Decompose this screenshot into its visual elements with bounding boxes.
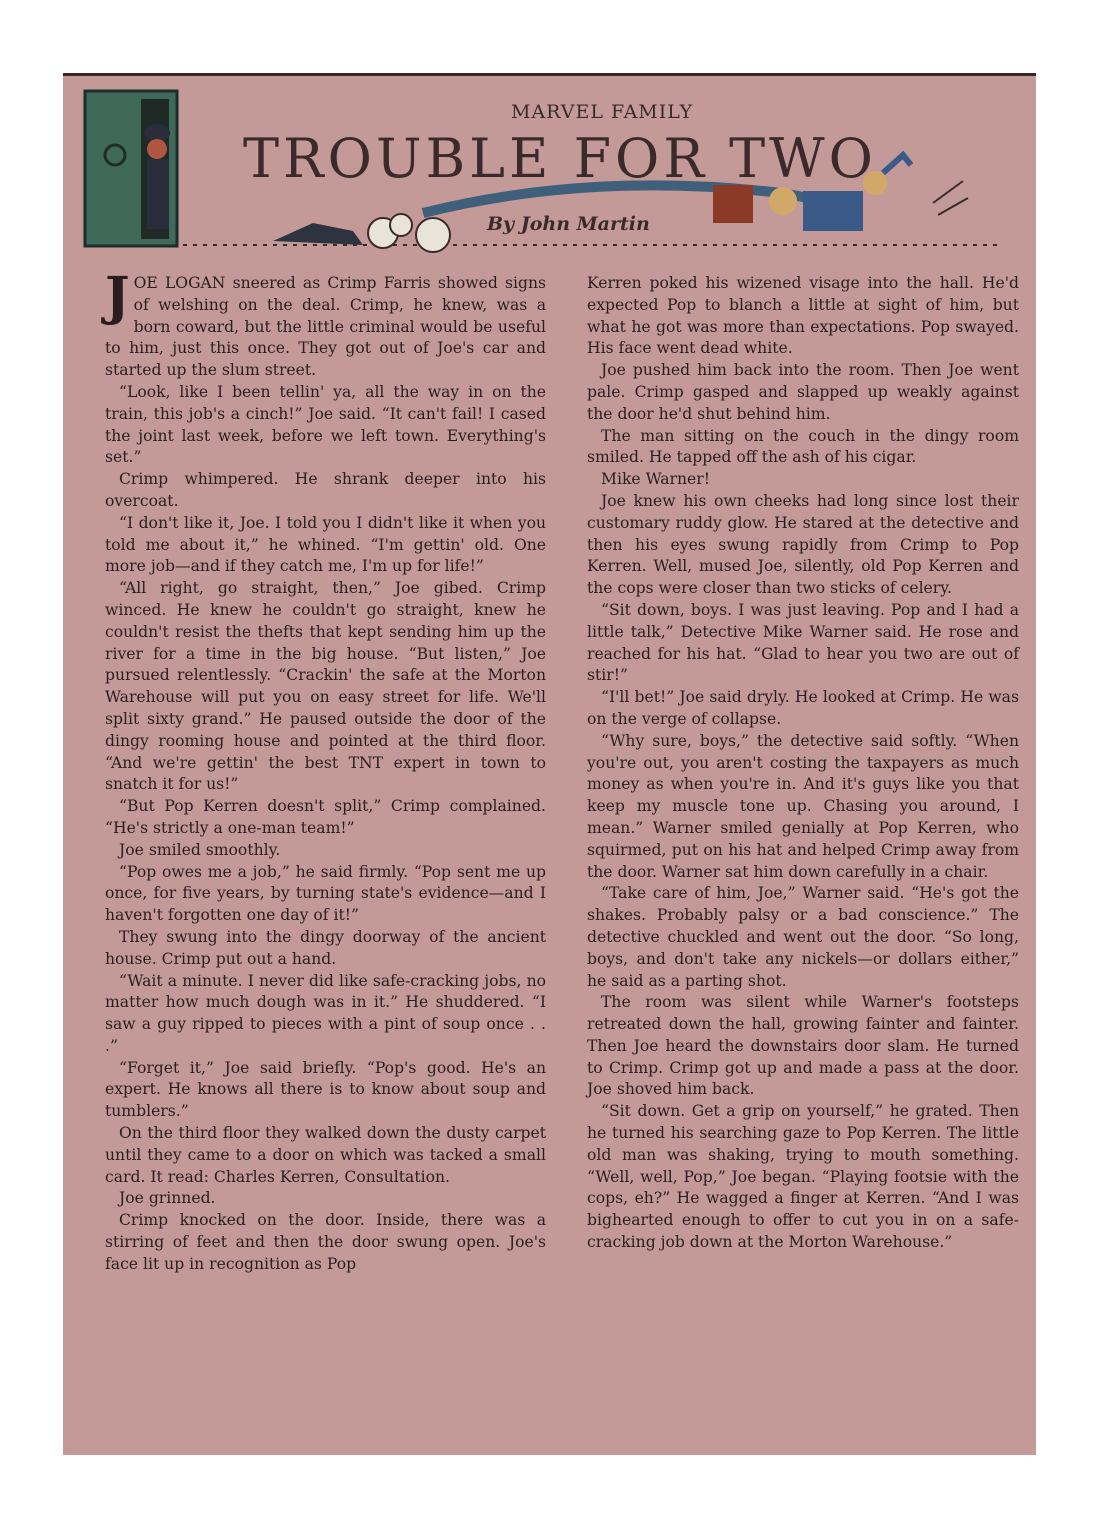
paragraph: Joe smiled smoothly. <box>119 840 281 859</box>
paragraph: JOE LOGAN sneered as Crimp Farris showed signs of welshing on the deal. Crimp, he knew, was a born coward, but the little criminal would be useful to him, just this once. They got out of Joe's car and started up the slum street. <box>105 266 546 380</box>
paragraph: “Sit down, boys. I was just leaving. Pop and I had a little talk,” Detective Mike Warner said. He rose and reached for his hat. “Glad to hear you two are out of stir!” <box>587 600 1019 685</box>
paragraph: “Wait a minute. I never did like safe-cracking jobs, no matter how much dough was in it.” He shuddered. “I saw a guy ripped to pieces with a pint of soup once . . .” <box>105 971 546 1055</box>
paragraph: “But Pop Kerren doesn't split,” Crimp complained. “He's strictly a one-man team!” <box>105 797 546 837</box>
paragraph: “I don't like it, Joe. I told you I didn't like it when you told me about it,” he whined. “I'm gettin' old. One more job—and if they catch me, I'm up for life!” <box>105 513 546 576</box>
story-header <box>63 73 1036 273</box>
paragraph: Joe knew his own cheeks had long since lost their customary ruddy glow. He stared at the detective and then his eyes swung rapidly from Crimp to Pop Kerren. Well, mused Joe, silently, old Pop Kerren and the cops were closer than two sticks of celery. <box>587 491 1019 598</box>
running-man-icon <box>713 185 753 223</box>
paragraph: Joe grinned. <box>119 1189 216 1208</box>
smoke-puff-icon <box>390 214 412 236</box>
paragraph: “Forget it,” Joe said briefly. “Pop's good. He's an expert. He knows all there is to know about soup and tumblers.” <box>105 1058 546 1121</box>
paragraph: The man sitting on the couch in the dingy room smiled. He tapped off the ash of his cigar. <box>587 426 1019 467</box>
story-title: TROUBLE FOR TWO <box>243 127 877 190</box>
paragraph: Joe pushed him back into the room. Then Joe went pale. Crimp gasped and slapped up weakly against the door he'd shut behind him. <box>587 361 1019 423</box>
cop-face-icon <box>147 139 167 159</box>
series-label: MARVEL FAMILY <box>511 101 694 123</box>
paragraph: They swung into the dingy doorway of the ancient house. Crimp put out a hand. <box>105 927 546 968</box>
right-column <box>587 273 1019 1254</box>
paragraph: Mike Warner! <box>601 470 711 489</box>
paragraph: “Sit down. Get a grip on yourself,” he grated. Then he turned his searching gaze to Pop Kerren. The little old man was shaking, trying to mouth something. “Well, well, Pop,” Joe began. “Playing footsie with the cops, eh?” He wagged a finger at Kerren. “And I was bighearted enough to offer to cut you in on a safe-cracking job down at the Morton Warehouse.” <box>587 1102 1019 1252</box>
speed-lines-icon <box>933 181 968 215</box>
cop-body-icon <box>147 159 169 229</box>
paragraph: On the third floor they walked down the dusty carpet until they came to a door on which was tacked a small card. It read: Charles Kerren, Consultation. <box>105 1124 546 1186</box>
paragraph: “I'll bet!” Joe said dryly. He looked at Crimp. He was on the verge of collapse. <box>587 688 1019 728</box>
story-page <box>63 73 1036 1455</box>
smoke-puff-icon <box>416 218 450 252</box>
debris-icon <box>273 223 363 245</box>
paragraph: “Pop owes me a job,” he said firmly. “Pop sent me up once, for five years, by turning state's evidence—and I haven't forgotten one day of it!” <box>105 862 546 925</box>
byline: By John Martin <box>487 213 650 235</box>
paragraph: “Take care of him, Joe,” Warner said. “He's got the shakes. Probably palsy or a bad conscience.” The detective chuckled and went out the door. “So long, boys, and don't take any nickels—or dollars either,” he said as a parting shot. <box>587 884 1019 990</box>
paragraph: Crimp knocked on the door. Inside, there was a stirring of feet and then the door swung open. Joe's face lit up in recognition as Pop <box>105 1211 546 1273</box>
running-man-body-icon <box>803 191 863 231</box>
paragraph: “All right, go straight, then,” Joe gibed. Crimp winced. He knew he couldn't go straight, knew he couldn't resist the thefts that kept sending him up the river for a time in the big house. “But listen,” Joe pursued relentlessly. “Crackin' the safe at the Morton Warehouse will put you on easy street for life. We'll split sixty grand.” He paused outside the door of the dingy rooming house and pointed at the third floor. “And we're gettin' the best TNT expert in town to snatch it for us!” <box>105 579 546 794</box>
drop-cap: J <box>105 266 130 327</box>
paragraph: Kerren poked his wizened visage into the hall. He'd expected Pop to blanch a little at sight of him, but what he got was more than expectations. Pop swayed. His face went dead white. <box>587 274 1019 358</box>
paragraph: “Look, like I been tellin' ya, all the way in on the train, this job's a cinch!” Joe said. “It can't fail! I cased the joint last week, before we left town. Everything's set.” <box>105 382 546 467</box>
running-man-face-icon <box>769 187 797 215</box>
paragraph: Crimp whimpered. He shrank deeper into his overcoat. <box>105 470 546 510</box>
paragraph: “Why sure, boys,” the detective said softly. “When you're out, you aren't costing the taxpayers as much money as when you're in. And it's guys like you that keep my muscle tone up. Chasing you around, I mean.” Warner smiled genially at Pop Kerren, who squirmed, put on his hat and helped Crimp away from the door. Warner sat him down carefully in a chair. <box>587 731 1019 881</box>
paragraph: The room was silent while Warner's footsteps retreated down the hall, growing fainter and fainter. Then Joe heard the downstairs door slam. He turned to Crimp. Crimp got up and made a pass at the door. Joe shoved him back. <box>587 993 1019 1099</box>
left-column <box>105 266 546 1276</box>
waving-arm-icon <box>883 155 911 173</box>
